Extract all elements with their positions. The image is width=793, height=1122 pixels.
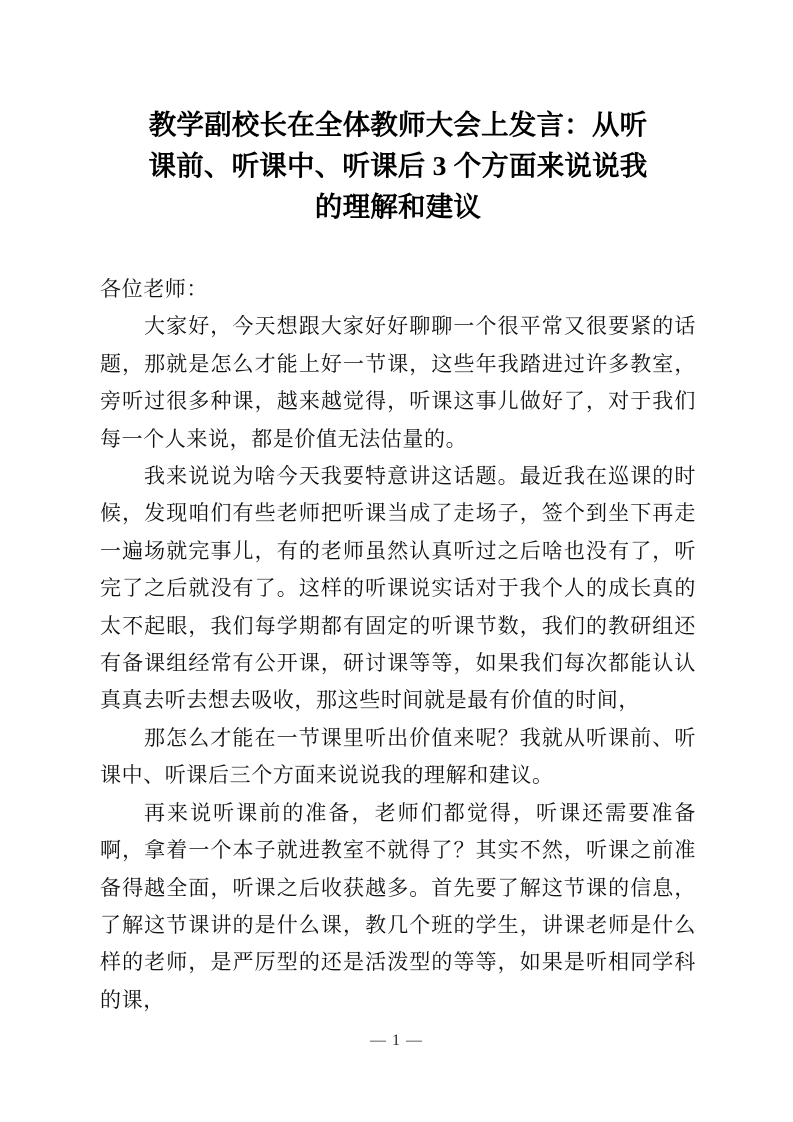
paragraph-4: 再来说听课前的准备，老师们都觉得，听课还需要准备啊，拿着一个本子就进教室不就得了？其实不然，听课之前准备得越全面，听课之后收获越多。首先要了解这节课的信息，了解这节课讲的是什么课，教几个班的学生，讲课老师是什么样的老师，是严厉型的还是活泼型的等等，如果是听相同学科的课， (100, 800, 696, 1012)
document-body (100, 227, 696, 1019)
page-title (100, 0, 696, 227)
title-line-3: 的理解和建议 (314, 191, 482, 222)
page-number-footer: — 1 — (370, 1032, 423, 1049)
paragraph-2: 我来说说为啥今天我要特意讲这话题。最近我在巡课的时候，发现咱们有些老师把听课当成了走场子，签个到坐下再走一遍场就完事儿，有的老师虽然认真听过之后啥也没有了，听完了之后就没有了。这样的听课说实话对于我个人的成长真的太不起眼，我们每学期都有固定的听课节数，我们的教研组还有备课组经常有公开课，研讨课等等，如果我们每次都能认认真真去听去想去吸收，那这些时间就是最有价值的时间， (100, 464, 696, 713)
salutation: 各位老师： (100, 277, 208, 301)
title-line-1: 教学副校长在全体教师大会上发言：从听 (148, 109, 648, 140)
document-content (100, 0, 696, 1019)
paragraph-1: 大家好，今天想跟大家好好聊聊一个很平常又很要紧的话题，那就是怎么才能上好一节课，这些年我踏进过许多教室，旁听过很多种课，越来越觉得，听课这事儿做好了，对于我们每一个人来说，都是价值无法估量的。 (100, 314, 696, 451)
paragraph-3: 那怎么才能在一节课里听出价值来呢？我就从听课前、听课中、听课后三个方面来说说我的理解和建议。 (100, 725, 696, 788)
title-line-2: 课前、听课中、听课后 3 个方面来说说我 (148, 150, 648, 181)
